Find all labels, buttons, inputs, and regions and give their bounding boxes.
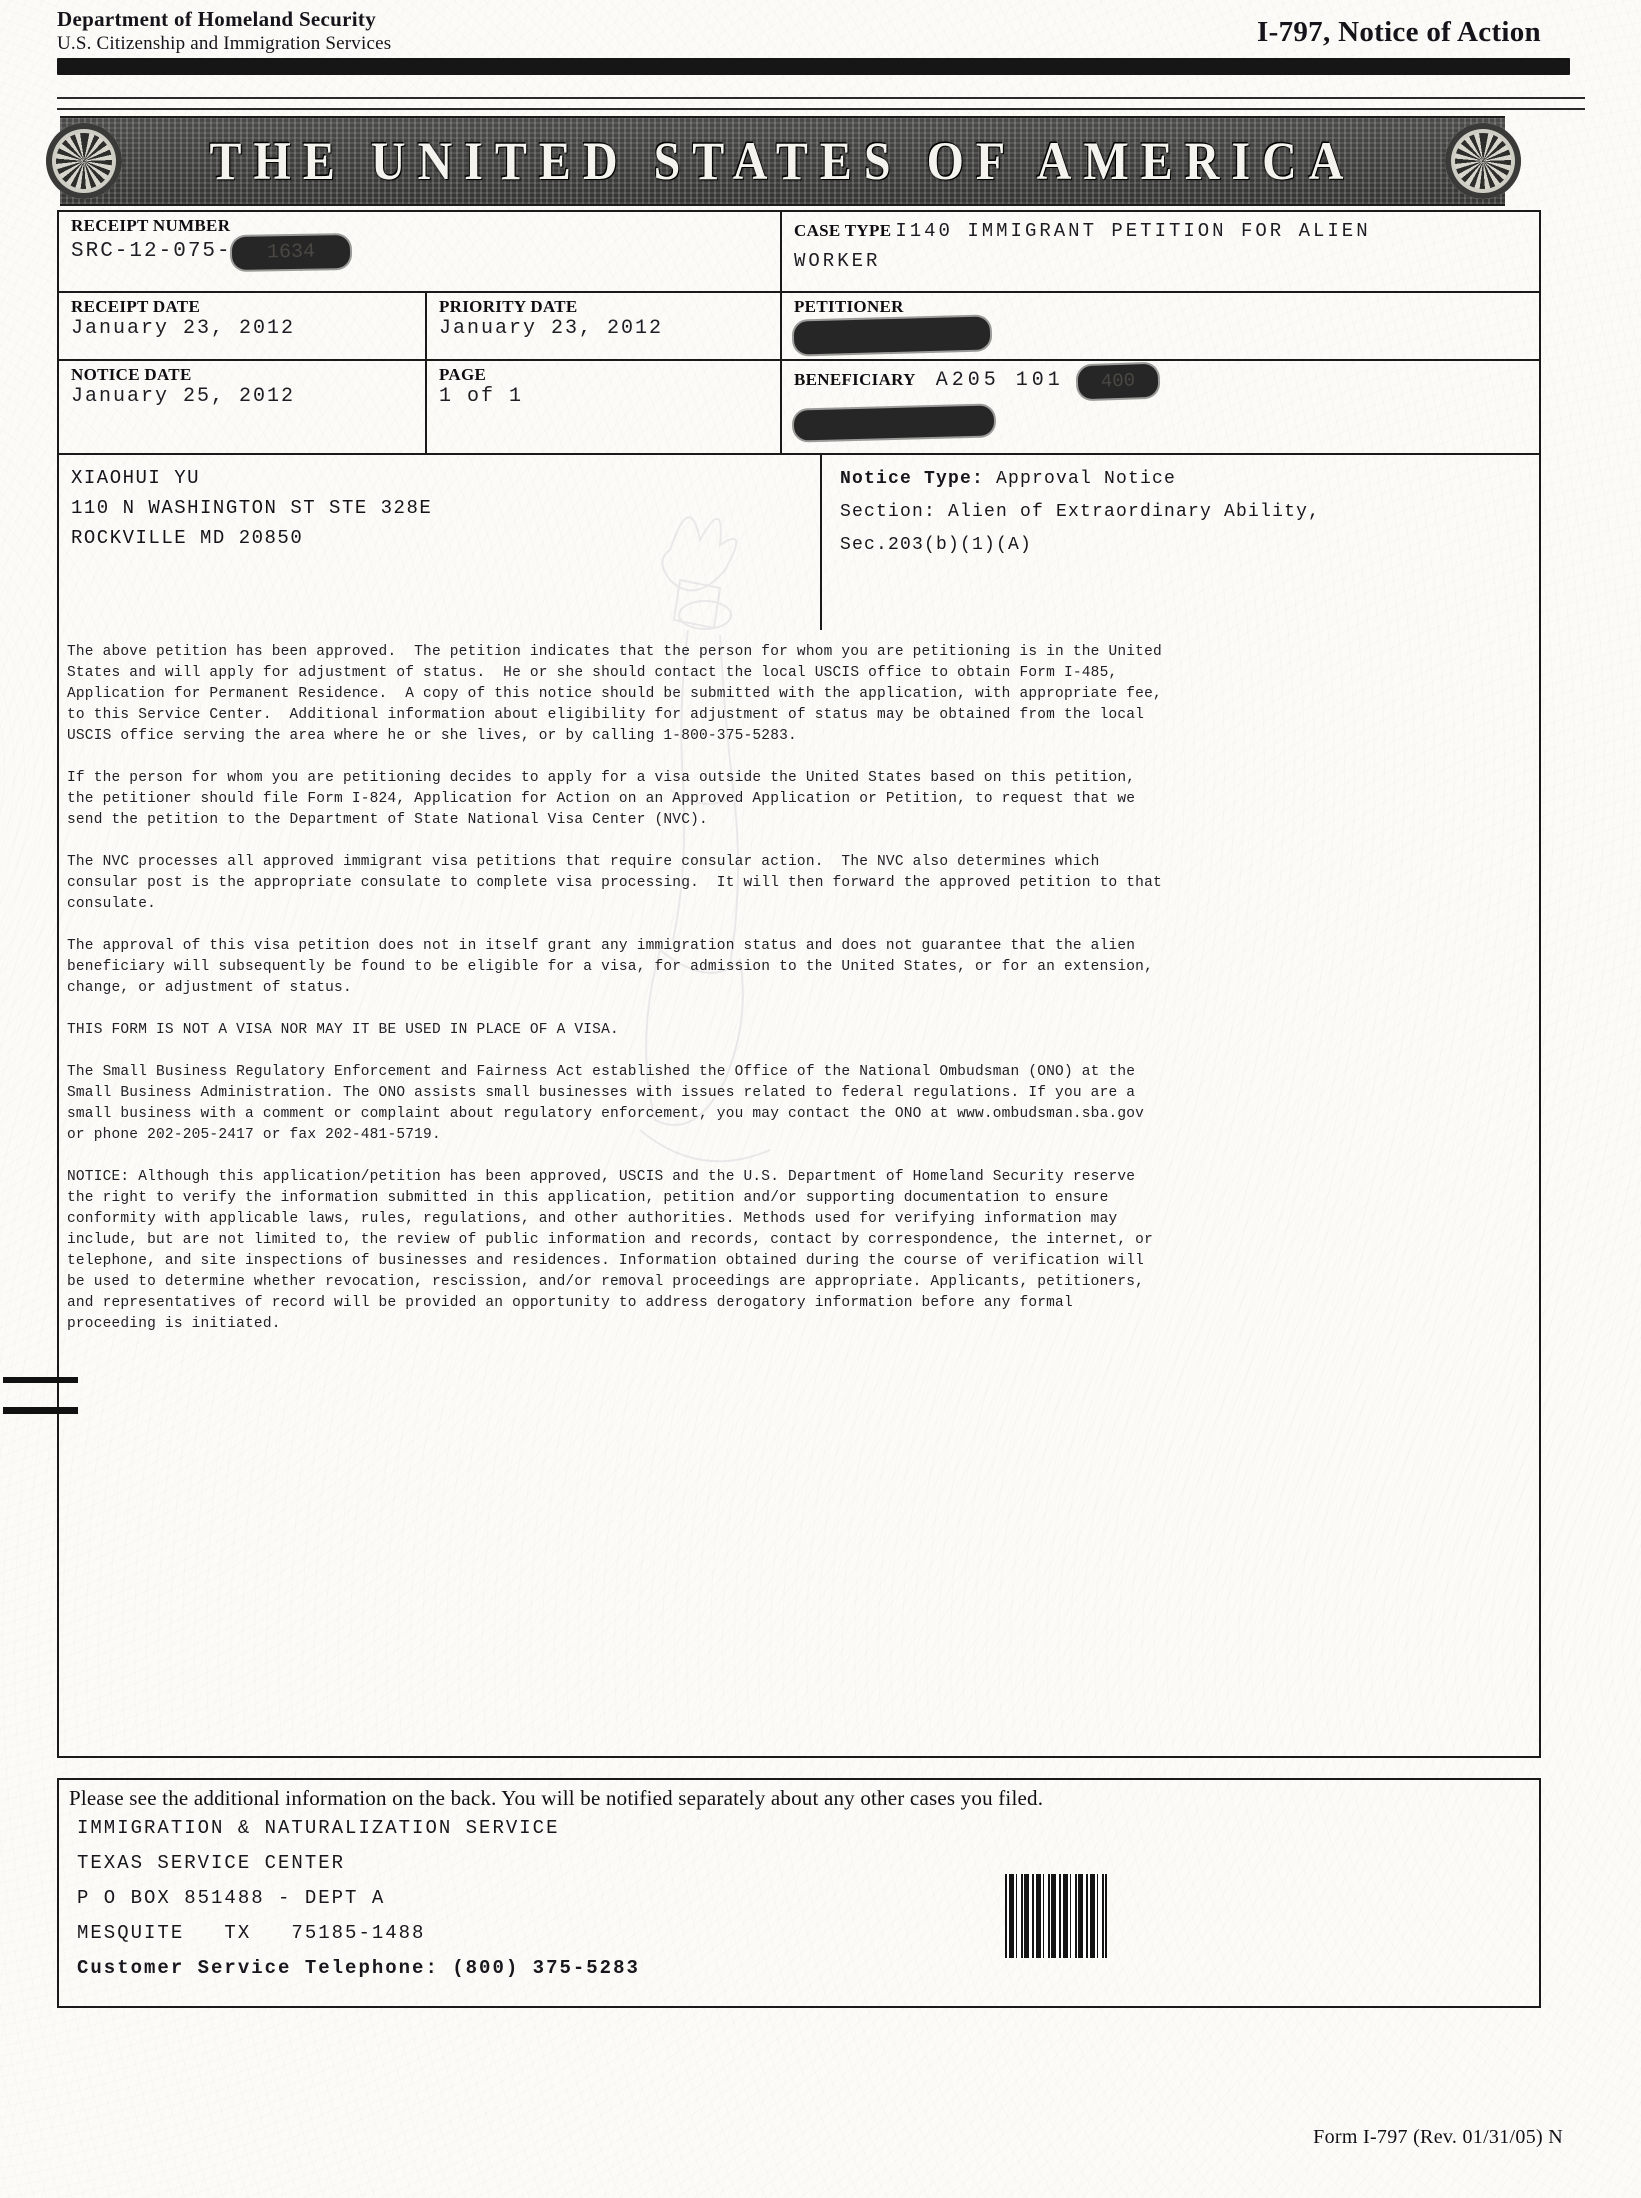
back-info-note: Please see the additional information on the back. You will be notified separately about any other cases you filed. [69, 1786, 1044, 1810]
body-paragraph: The Small Business Regulatory Enforcement and Fairness Act established the Office of the National Ombudsman (ONO) at the Small Business Administration. The ONO assists small businesses with issues related to federal regulations. If you are a small business with a comment or complaint about regulatory enforcement, you may contact the ONO at www.ombudsman.sba.gov or phone 202-205-2417 or fax 202-481-5719. [67, 1064, 1153, 1143]
mailing-address-block [59, 455, 820, 630]
redaction-marker: 1634 [231, 235, 350, 270]
double-rule-bottom [57, 108, 1585, 110]
case-type-cell [782, 212, 1541, 293]
petitioner-cell [782, 293, 1541, 361]
receipt-number-value: SRC-12-075- [71, 240, 232, 264]
notice-type-block [820, 455, 1541, 630]
agency-name: Department of Homeland Security [57, 7, 376, 31]
rosette-ornament-icon [1445, 123, 1521, 199]
scan-artifact-bar [3, 1377, 78, 1383]
notice-date-value: January 25, 2012 [71, 385, 296, 408]
service-center-box [57, 1778, 1541, 2008]
engraved-banner [60, 116, 1505, 206]
priority-date-value: January 23, 2012 [439, 317, 664, 340]
agency-subname: U.S. Citizenship and Immigration Services [57, 33, 392, 54]
address-line: 110 N WASHINGTON ST STE 328E [71, 497, 433, 519]
receipt-number-label: RECEIPT NUMBER [71, 216, 231, 235]
notice-type-value: Approval Notice [984, 469, 1177, 489]
address-line: ROCKVILLE MD 20850 [71, 527, 304, 549]
body-paragraph: The NVC processes all approved immigrant visa petitions that require consular action. The NVC also determines which consular post is the appropriate consulate to complete visa processing. It will then forward the approved petition to that consulate. [67, 854, 1171, 912]
notice-type-label: Notice Type: [840, 469, 985, 489]
body-paragraph: THIS FORM IS NOT A VISA NOR MAY IT BE USED IN PLACE OF A VISA. [67, 1022, 619, 1038]
receipt-date-cell [59, 293, 427, 361]
rosette-ornament-icon [46, 123, 122, 199]
notice-type-line [840, 463, 1541, 496]
service-center-line: MESQUITE TX 75185-1488 [77, 1922, 426, 1944]
page-label: PAGE [439, 365, 487, 384]
notice-date-cell [59, 361, 427, 455]
customer-service-phone: Customer Service Telephone: (800) 375-5283 [77, 1957, 640, 1979]
section-line: Sec.203(b)(1)(A) [840, 535, 1033, 555]
redaction-marker [794, 405, 995, 440]
service-center-line: P O BOX 851488 - DEPT A [77, 1887, 386, 1909]
receipt-date-value: January 23, 2012 [71, 317, 296, 340]
body-paragraph: If the person for whom you are petitioning decides to apply for a visa outside the United States based on this petition, the petitioner should file Form I-824, Application for Action on an Approved Application or Petition, to request that we send the petition to the Department of State National Visa Center (NVC). [67, 770, 1145, 828]
beneficiary-a-number: A205 101 [935, 369, 1064, 393]
address-line: XIAOHUI YU [71, 467, 201, 489]
priority-date-label: PRIORITY DATE [439, 297, 578, 316]
section-line: Section: Alien of Extraordinary Ability, [840, 502, 1321, 522]
redaction-marker: 400 [1077, 364, 1158, 400]
priority-date-cell [427, 293, 782, 361]
form-revision-footer: Form I-797 (Rev. 01/31/05) N [1313, 2126, 1563, 2148]
service-center-line: IMMIGRATION & NATURALIZATION SERVICE [77, 1817, 560, 1839]
petitioner-label: PETITIONER [794, 297, 904, 316]
case-type-label: CASE TYPE [794, 221, 892, 240]
page-value: 1 of 1 [439, 385, 524, 408]
header-divider-bar [57, 58, 1570, 75]
beneficiary-label: BENEFICIARY [794, 370, 916, 390]
redaction-marker [794, 316, 991, 354]
body-paragraph: The approval of this visa petition does not in itself grant any immigration status and does not guarantee that the alien beneficiary will subsequently be found to be eligible for a visa, for admission to the United States, or for an extension, change, or adjustment of status. [67, 938, 1162, 996]
form-title: I-797, Notice of Action [1257, 16, 1541, 48]
double-rule-top [57, 97, 1585, 99]
receipt-date-label: RECEIPT DATE [71, 297, 201, 316]
beneficiary-cell [782, 361, 1541, 455]
service-center-line: TEXAS SERVICE CENTER [77, 1852, 346, 1874]
receipt-number-cell [59, 212, 782, 293]
notice-body [59, 630, 1171, 1356]
form-main-box [57, 210, 1541, 1758]
notice-date-label: NOTICE DATE [71, 365, 192, 384]
body-paragraph: NOTICE: Although this application/petition has been approved, USCIS and the U.S. Department of Homeland Security reserve the right to verify the information submitted in this application, petition and/or supporting documentation to ensure conformity with applicable laws, rules, regulations, and other authorities. Methods used for verifying information may include, but are not limited to, the review of public information and records, contact by correspondence, the internet, or telephone, and site inspections of businesses and residences. Information obtained during the course of verification will be used to determine whether revocation, rescission, and/or removal proceedings are appropriate. Applicants, petitioners, and representatives of record will be provided an opportunity to address derogatory information before any formal proceeding is initiated. [67, 1169, 1162, 1332]
scan-artifact-bar [3, 1407, 78, 1414]
banner-title: THE UNITED STATES OF AMERICA [209, 131, 1356, 191]
barcode-icon [1005, 1874, 1107, 1958]
case-type-value: I140 IMMIGRANT PETITION FOR ALIEN WORKER [794, 220, 1371, 272]
body-paragraph: The above petition has been approved. The petition indicates that the person for whom you are petitioning is in the United States and will apply for adjustment of status. He or she should contact the local USCIS office to obtain Form I-485, Application for Permanent Residence. A copy of this notice should be submitted with the application, with appropriate fee, to this Service Center. Additional information about eligibility for adjustment of status may be obtained from the local USCIS office serving the area where he or she lives, or by calling 1-800-375-5283. [67, 644, 1171, 744]
page-cell [427, 361, 782, 455]
